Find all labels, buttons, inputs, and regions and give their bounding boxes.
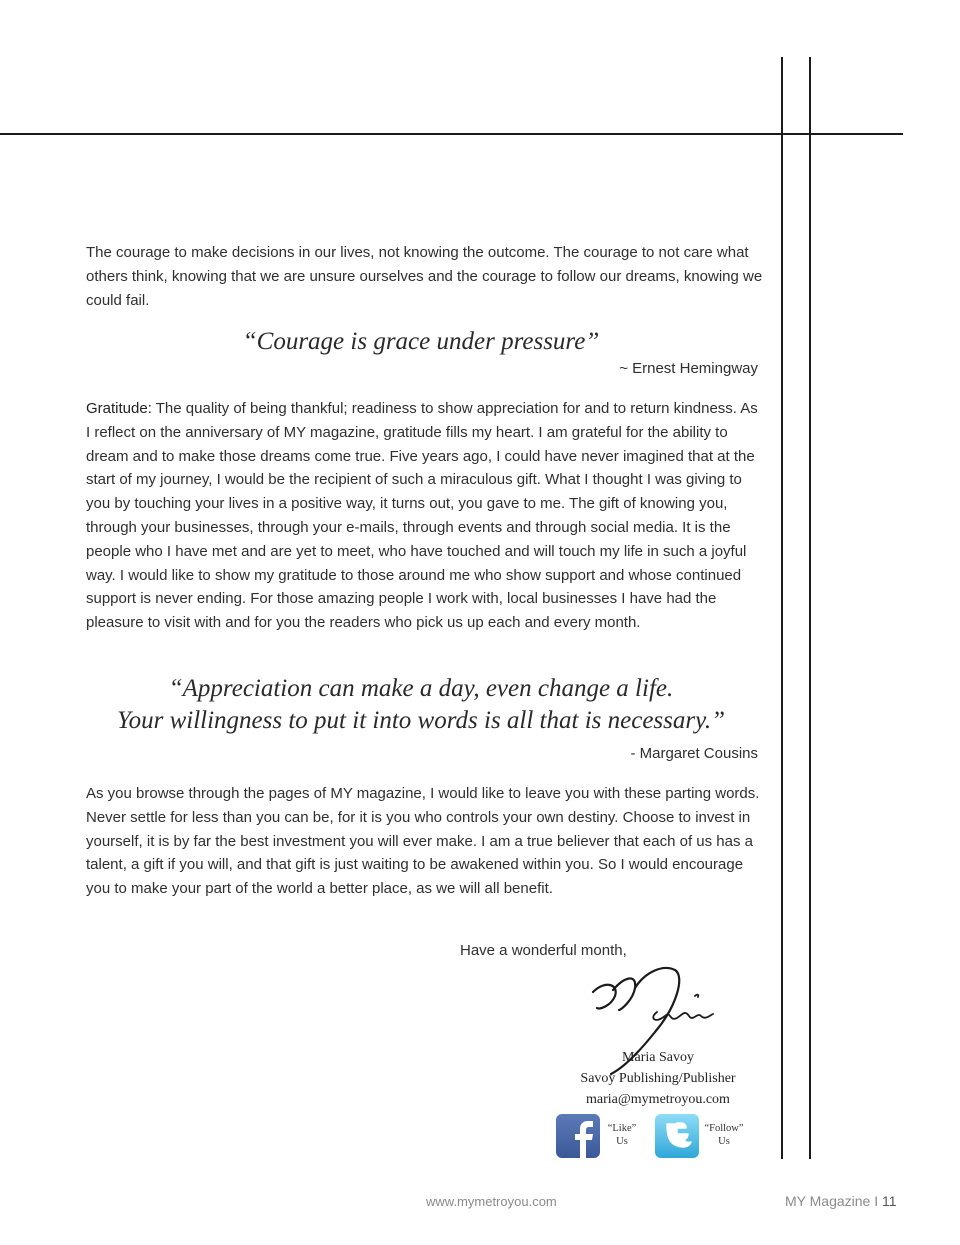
signature-title: Savoy Publishing/Publisher: [580, 1071, 736, 1086]
gratitude-lead: Gratitude:: [86, 400, 152, 417]
signature-email[interactable]: maria@mymetroyou.com: [586, 1092, 730, 1107]
vertical-rule-right: [809, 57, 811, 1159]
quote-cousins: [86, 673, 756, 737]
gratitude-text: The quality of being thankful; readiness to show appreciation for and to return kindness. As I reflect on the anniversary of MY magazine, gratitude fills my heart. I am grateful for the ability to dream and to make those dreams come true. Five years ago, I could have never imagined that at the start of my journey, I would be the recipient of such a miraculous gift. What I thought I was giving to you by touching your lives in a positive way, it turns out, you gave to me. The gift of knowing you, through your businesses, through your e-mails, through events and through social media. It is the people who I have met and are yet to meet, who have touched and will touch my life in such a joyful way. I would like to show my gratitude to those around me who show support and whose continued support is never ending. For those amazing people I work with, local businesses I have had the pleasure to visit with and for you the readers who pick us up each and every month.: [86, 400, 758, 632]
twitter-icon[interactable]: [655, 1114, 699, 1158]
vertical-rule-left: [781, 57, 783, 1159]
footer-website-url[interactable]: www.mymetroyou.com: [426, 1194, 557, 1209]
paragraph-gratitude: [86, 397, 766, 635]
facebook-like-label[interactable]: [600, 1122, 644, 1148]
paragraph-parting-words: As you browse through the pages of MY magazine, I would like to leave you with these parting words. Never settle for less than you can be, for it is you who controls your own destiny. Choose to invest in yourself, it is by far the best investment you will ever make. I am a true believer that each of us has a talent, a gift if you will, and that gift is just waiting to be awakened within you. So I would encourage you to make your part of the world a better place, as we will all benefit.: [86, 785, 760, 898]
twitter-follow-label[interactable]: [702, 1122, 746, 1148]
quote-hemingway-attribution: ~ Ernest Hemingway: [619, 360, 758, 377]
quote-cousins-attribution: - Margaret Cousins: [630, 745, 758, 762]
quote-cousins-line2: Your willingness to put it into words is all that is necessary.”: [117, 707, 725, 734]
footer-separator: I: [870, 1193, 883, 1209]
twitter-us-text: Us: [718, 1136, 730, 1147]
footer-page-number: 11: [882, 1193, 897, 1209]
paragraph-courage: The courage to make decisions in our lives, not knowing the outcome. The courage to not care what others think, knowing that we are unsure ourselves and the courage to follow our dreams, knowing we could fail.: [86, 244, 763, 309]
twitter-follow-text: “Follow”: [704, 1123, 744, 1134]
facebook-us-text: Us: [616, 1136, 628, 1147]
quote-cousins-line1: “Appreciation can make a day, even change a life.: [168, 675, 674, 702]
facebook-icon[interactable]: [556, 1114, 600, 1158]
signature-name: Maria Savoy: [622, 1050, 694, 1065]
closing-line: Have a wonderful month,: [460, 942, 627, 959]
footer-folio: [785, 1193, 897, 1209]
quote-hemingway: “Courage is grace under pressure”: [242, 328, 600, 355]
footer-magazine-name: MY Magazine: [785, 1193, 871, 1209]
header-horizontal-rule: [0, 133, 903, 135]
facebook-like-text: “Like”: [607, 1123, 637, 1134]
